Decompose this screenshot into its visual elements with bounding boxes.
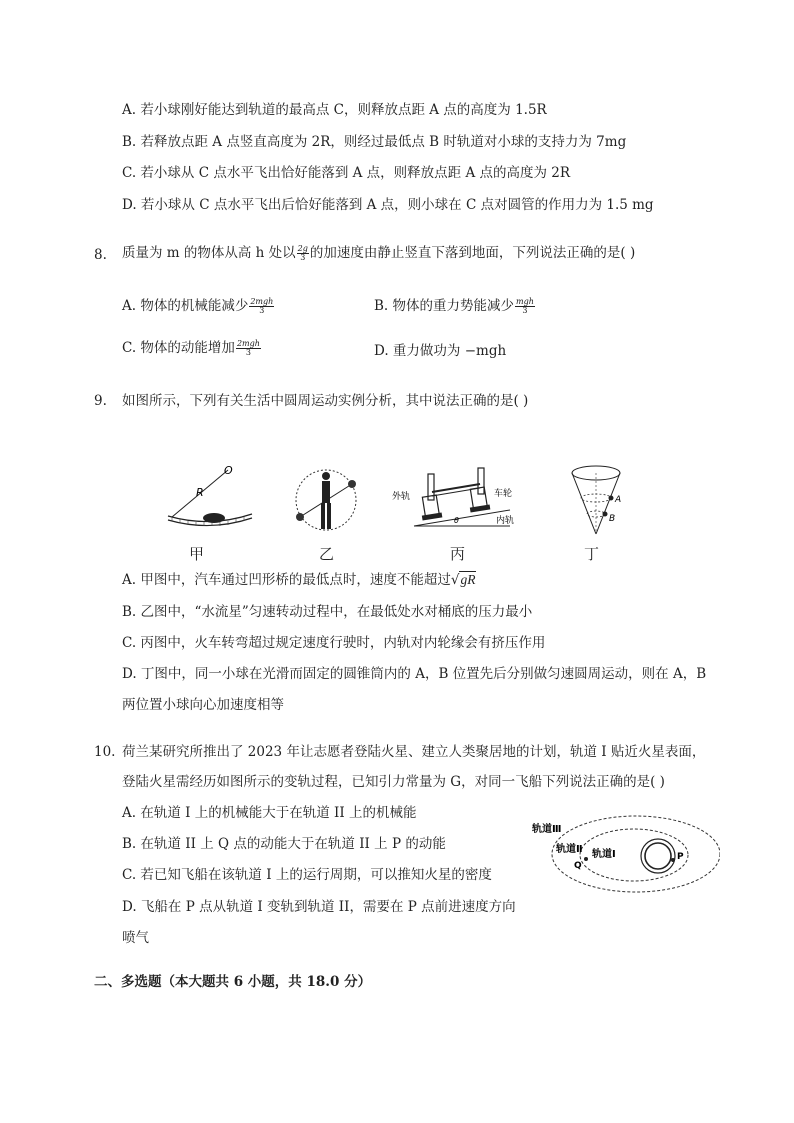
- q9-figure-bing: [392, 466, 522, 530]
- fig-jia-O: O: [224, 464, 233, 477]
- q8-option-c: [122, 339, 262, 357]
- q7-option-a: A. 若小球刚好能达到轨道的最高点 C，则释放点距 A 点的高度为 1.5R: [122, 102, 547, 118]
- q9-option-a: [122, 571, 476, 589]
- orbit-1-label: 轨道Ⅰ: [592, 849, 616, 860]
- sqrt-icon: √gR: [450, 572, 476, 588]
- q9-number: 9.: [94, 393, 107, 409]
- q8-option-a-text: A. 物体的机械能减少: [122, 298, 249, 314]
- q8-a-den: 3: [259, 306, 265, 315]
- q10-option-a: A. 在轨道 I 上的机械能大于在轨道 II 上的机械能: [122, 805, 417, 821]
- q9-option-b: B. 乙图中，“水流星”匀速转动过程中，在最低处水对桶底的压力最小: [122, 604, 533, 620]
- q7-option-d: D. 若小球从 C 点水平飞出后恰好能落到 A 点，则小球在 C 点对圆管的作用力为 1.5 mg: [122, 197, 654, 213]
- q9-option-d-line1: D. 丁图中，同一小球在光滑而固定的圆锥筒内的 A，B 位置先后分别做匀速圆周运动，则在 A，B: [122, 666, 707, 682]
- q10-stem-line2: 登陆火星需经历如图所示的变轨过程，已知引力常量为 G，对同一飞船下列说法正确的是( ): [122, 774, 665, 790]
- q8-option-b-text: B. 物体的重力势能减少: [374, 298, 515, 314]
- q8-b-den: 3: [522, 306, 528, 315]
- q8-option-a-fraction: [249, 298, 274, 315]
- q9-figure-jia: [160, 460, 260, 530]
- q10-option-d-line1: D. 飞船在 P 点从轨道 I 变轨到轨道 II，需要在 P 点前进速度方向: [122, 899, 516, 915]
- q8-option-c-text: C. 物体的动能增加: [122, 340, 235, 356]
- q10-number: 10.: [94, 744, 116, 760]
- q8-option-d: D. 重力做功为 −mgh: [374, 343, 507, 359]
- q9-option-c: C. 丙图中，火车转弯超过规定速度行驶时，内轨对内轮缘会有挤压作用: [122, 635, 546, 651]
- q9-figure-ding: [566, 462, 630, 538]
- q8-frac-den: 3: [300, 253, 306, 262]
- orbit-Q-label: Q: [574, 861, 582, 871]
- q8-c-den: 3: [245, 348, 251, 357]
- q8-stem: [122, 244, 635, 262]
- q9-stem: 如图所示，下列有关生活中圆周运动实例分析，其中说法正确的是( ): [122, 393, 529, 409]
- q10-option-d-line2: 喷气: [122, 930, 149, 946]
- q8-frac-num: 2g: [297, 244, 308, 253]
- q10-stem-line1: 荷兰某研究所推出了 2023 年让志愿者登陆火星、建立人类聚居地的计划，轨道 I 贴近火星表面，: [122, 744, 706, 760]
- q8-c-num: 2mgh: [236, 339, 260, 348]
- q8-stem-fraction: [297, 245, 309, 262]
- q9-option-a-text: A. 甲图中，汽车通过凹形桥的最低点时，速度不能超过: [122, 572, 451, 588]
- q10-option-c: C. 若已知飞船在该轨道 I 上的运行周期，可以推知火星的密度: [122, 867, 492, 883]
- q8-stem-pre: 质量为 m 的物体从高 h 处以: [122, 245, 296, 261]
- fig-jia-R: R: [196, 486, 204, 499]
- q8-b-num: mgh: [516, 297, 534, 306]
- fig-bing-waigui: 外轨: [392, 492, 411, 502]
- q9-option-d-line2: 两位置小球向心加速度相等: [122, 697, 284, 713]
- fig-ding-B: B: [609, 514, 616, 524]
- q8-option-b-fraction: [515, 298, 535, 315]
- q9-figure-yi: [290, 464, 362, 536]
- q9-caption-yi: 乙: [319, 545, 335, 563]
- q8-option-b: [374, 297, 536, 315]
- q7-option-b: B. 若释放点距 A 点竖直高度为 2R，则经过最低点 B 时轨道对小球的支持力为 7mg: [122, 134, 627, 150]
- q8-stem-post: 的加速度由静止竖直下落到地面，下列说法正确的是( ): [309, 245, 636, 261]
- q9-caption-jia: 甲: [189, 545, 205, 563]
- q8-number: 8.: [94, 247, 107, 263]
- fig-bing-chelun: 车轮: [494, 489, 513, 499]
- fig-ding-A: A: [615, 495, 622, 505]
- q9-caption-ding: 丁: [584, 545, 600, 563]
- orbit-2-label: 轨道Ⅱ: [556, 844, 583, 855]
- q7-option-c: C. 若小球从 C 点水平飞出恰好能落到 A 点，则释放点距 A 点的高度为 2R: [122, 165, 571, 181]
- fig-bing-theta: θ: [454, 516, 459, 525]
- q8-a-num: 2mgh: [250, 297, 274, 306]
- orbit-P-label: P: [677, 852, 684, 862]
- q9-caption-bing: 丙: [450, 545, 466, 563]
- q8-option-a: [122, 297, 275, 315]
- q10-orbit-figure: [526, 812, 720, 896]
- q8-option-c-fraction: [236, 340, 261, 357]
- section-2-heading: 二、多选题（本大题共 6 小题，共 18.0 分）: [94, 974, 372, 990]
- q10-option-b: B. 在轨道 II 上 Q 点的动能大于在轨道 II 上 P 的动能: [122, 836, 446, 852]
- orbit-3-label: 轨道Ⅲ: [532, 824, 562, 835]
- q9-option-a-radicand: gR: [460, 572, 476, 587]
- fig-bing-neigui: 内轨: [496, 516, 515, 526]
